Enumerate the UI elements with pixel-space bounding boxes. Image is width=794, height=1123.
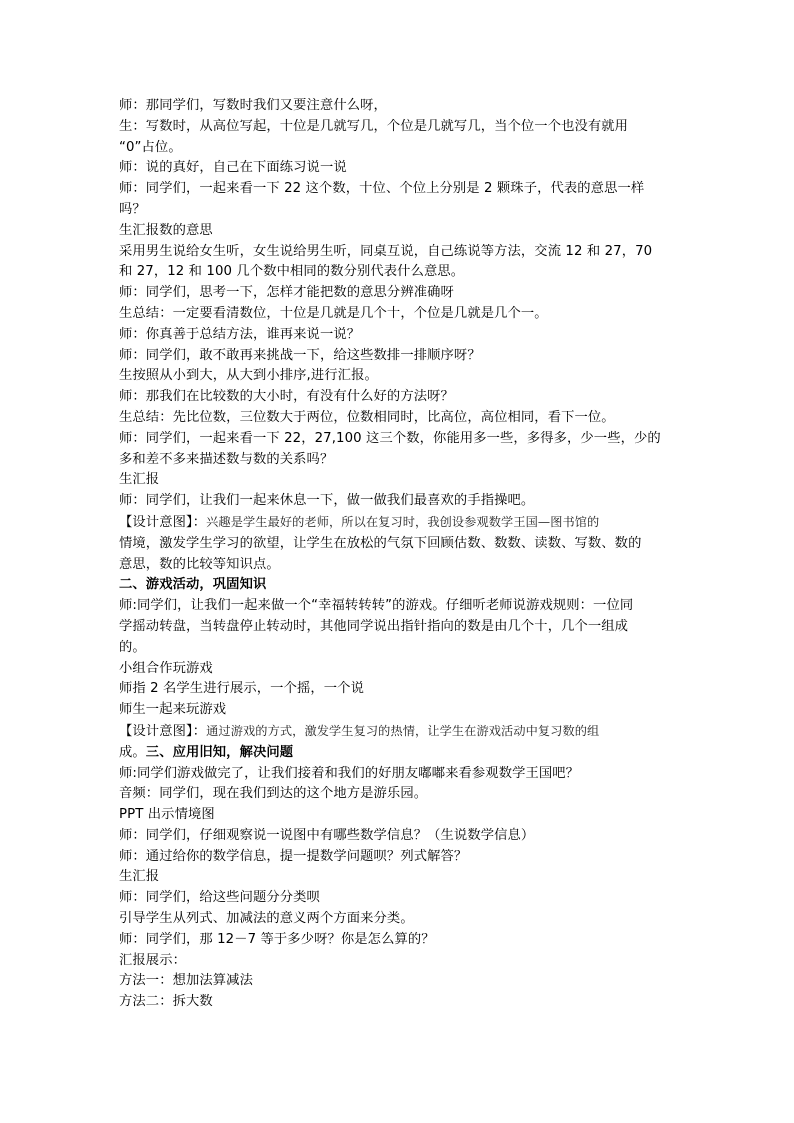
section-heading: 二、游戏活动，巩固知识	[119, 577, 267, 593]
text-line: 生按照从小到大，从大到小排序,进行汇报。	[119, 368, 378, 384]
text-line: 引导学生从列式、加减法的意义两个方面来分类。	[119, 911, 414, 927]
text-line: 生汇报	[119, 869, 160, 885]
text-line: 师:同学们，让我们一起来做一个“幸福转转转”的游戏。仔细听老师说游戏规则：一位同	[119, 598, 634, 614]
design-intent-2	[119, 721, 674, 743]
text-line: 师：同学们，给这些问题分分类呗	[119, 890, 320, 906]
lesson-plan-body	[119, 96, 674, 1013]
design-intent-2-continued	[119, 743, 674, 764]
text-line: 师：同学们，仔细观察说一说图中有哪些数学信息？（生说数学信息）	[119, 827, 535, 843]
design-intent-continuation: 成。	[119, 744, 146, 760]
text-line: 师指 2 名学生进行展示，一个摇，一个说	[119, 681, 364, 697]
text-line: 师：同学们，那 12－7 等于多少呀？你是怎么算的？	[119, 931, 435, 947]
text-line: 师:同学们游戏做完了，让我们接着和我们的好朋友嘟嘟来看参观数学王国吧？	[119, 765, 580, 781]
design-intent-text: 通过游戏的方式，激发学生复习的热情，让学生在游戏活动中复习数的组	[206, 723, 600, 738]
text-line: “0”占位。	[119, 139, 182, 155]
text-line: 师：同学们，让我们一起来休息一下，做一做我们最喜欢的手指操吧。	[119, 493, 535, 509]
text-line: 师：那同学们，写数时我们又要注意什么呀，	[119, 98, 387, 113]
text-line: 师：通过给你的数学信息，提一提数学问题呗？列式解答？	[119, 848, 468, 864]
section-heading: 三、应用旧知，解决问题	[145, 744, 294, 760]
text-line: 方法二：拆大数	[119, 994, 213, 1010]
text-line: 方法一：想加法算减法	[119, 973, 253, 989]
text-line: 小组合作玩游戏	[119, 660, 213, 676]
design-intent-tag: 【设计意图】：	[119, 514, 207, 530]
text-line: PPT 出示情境图	[119, 807, 215, 823]
text-line: 和 27，12 和 100 几个数中相同的数分别代表什么意思。	[119, 264, 465, 280]
text-line: 学摇动转盘，当转盘停止转动时，其他同学说出指针指向的数是由几个十，几个一组成	[119, 618, 629, 634]
text-line: 师生一起来玩游戏	[119, 702, 227, 718]
text-line: 音频：同学们，现在我们到达的这个地方是游乐园。	[119, 786, 428, 802]
text-line: 生汇报	[119, 472, 160, 488]
design-intent-1	[119, 512, 674, 534]
text-line: 多和差不多来描述数与数的关系吗？	[119, 451, 334, 467]
design-intent-tag: 【设计意图】：	[119, 723, 207, 739]
text-line: 师：同学们，思考一下，怎样才能把数的意思分辨准确呀	[119, 285, 454, 301]
text-line: 生：写数时，从高位写起，十位是几就写几，个位是几就写几，当个位一个也没有就用	[119, 118, 629, 134]
text-line: 师：那我们在比较数的大小时，有没有什么好的方法呀？	[119, 389, 454, 405]
text-line: 师：你真善于总结方法，谁再来说一说？	[119, 326, 361, 342]
design-intent-text: 兴趣是学生最好的老师，所以在复习时，我创设参观数学王国—图书馆的	[206, 514, 600, 529]
text-line: 师：说的真好，自己在下面练习说一说	[119, 160, 347, 176]
text-line: 师：同学们，一起来看一下 22，27,100 这三个数，你能用多一些，多得多，少一些，少的	[119, 430, 661, 446]
text-line: 汇报展示：	[119, 952, 186, 968]
text-line: 师：同学们，敢不敢再来挑战一下，给这些数排一排顺序呀？	[119, 347, 481, 363]
text-line: 生汇报数的意思	[119, 222, 213, 238]
text-line: 师：同学们，一起来看一下 22 这个数，十位、个位上分别是 2 颗珠子，代表的意思一样	[119, 181, 645, 197]
text-line: 的。	[119, 639, 146, 655]
text-line: 情境，激发学生学习的欲望，让学生在放松的气氛下回顾估数、数数、读数、写数、数的	[119, 535, 642, 551]
text-line: 意思，数的比较等知识点。	[119, 556, 280, 572]
text-line: 生总结：一定要看清数位，十位是几就是几个十，个位是几就是几个一。	[119, 305, 548, 321]
text-line: 生总结：先比位数，三位数大于两位，位数相同时，比高位，高位相同，看下一位。	[119, 409, 615, 425]
text-line: 采用男生说给女生听，女生说给男生听，同桌互说，自己练说等方法，交流 12 和 27，70	[119, 243, 653, 259]
text-line: 吗？	[119, 201, 146, 217]
